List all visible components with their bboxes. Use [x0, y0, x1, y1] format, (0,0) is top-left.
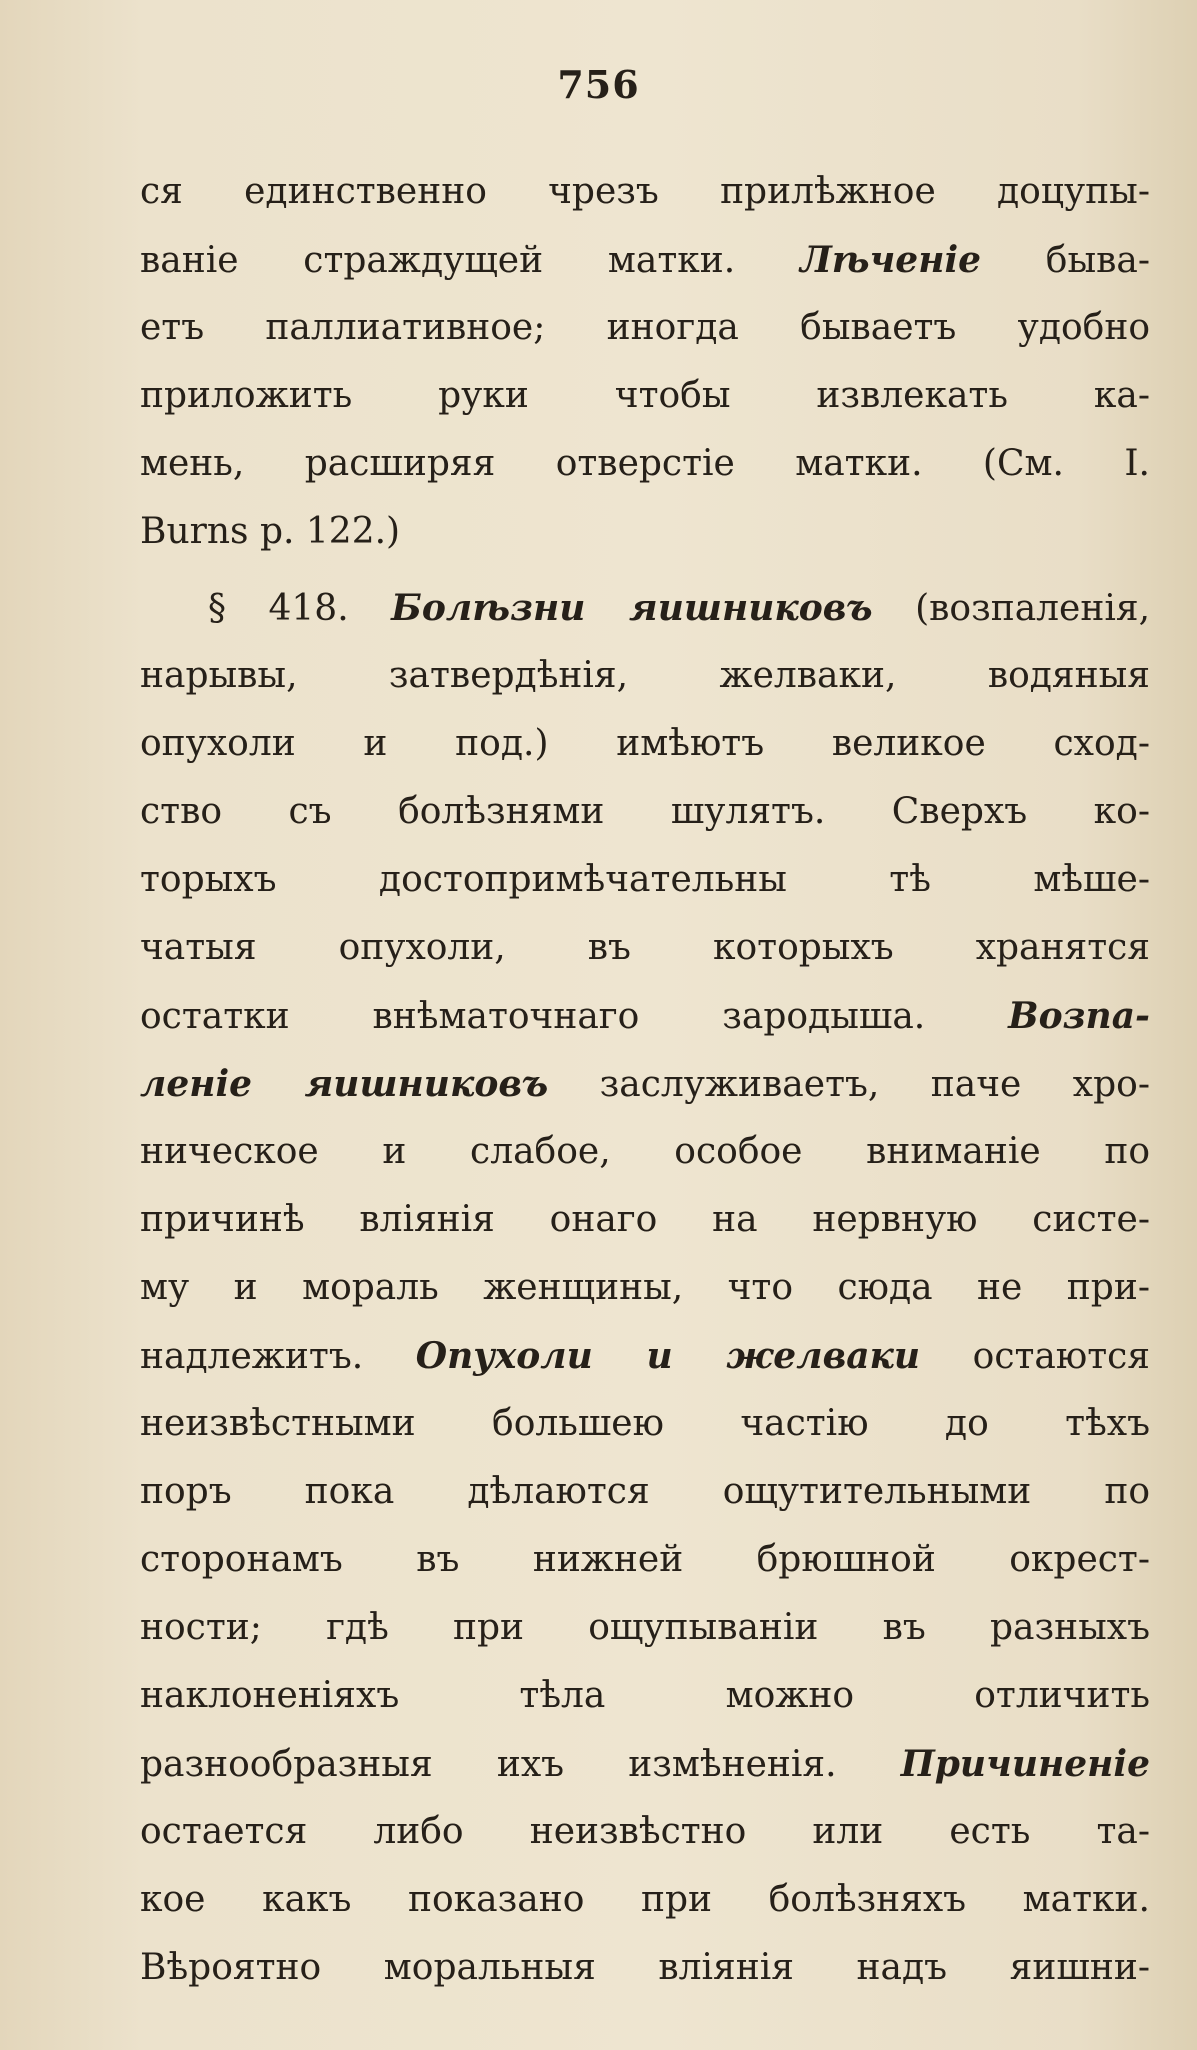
text-line — [140, 1390, 1150, 1458]
text-run: Burns p. 122.) — [140, 511, 401, 552]
text-line — [140, 1526, 1150, 1594]
text-run: остается либо неизвѣстно или есть та- — [140, 1811, 1150, 1852]
text-run: причинѣ вліянія онаго на нервную систе- — [140, 1199, 1150, 1240]
text-line — [140, 362, 1150, 430]
text-line — [140, 430, 1150, 498]
text-line — [140, 1594, 1150, 1662]
text-run: ся единственно чрезъ прилѣжное доцупы- — [140, 171, 1150, 212]
text-line — [140, 294, 1150, 362]
paragraph-2 — [140, 574, 1150, 2002]
text-run: надлежитъ. — [140, 1336, 416, 1377]
text-run: неизвѣстными большею частію до тѣхъ — [140, 1403, 1150, 1444]
text-line — [140, 914, 1150, 982]
text-run: § 418. — [208, 588, 392, 629]
italic-phrase: леніе яишниковъ — [140, 1063, 549, 1105]
text-line — [140, 1662, 1150, 1730]
text-line — [140, 1322, 1150, 1390]
text-run: чатыя опухоли, въ которыхъ хранятся — [140, 927, 1150, 968]
text-run: опухоли и под.) имѣютъ великое сход- — [140, 723, 1150, 764]
italic-phrase: Причиненіе — [900, 1743, 1150, 1785]
italic-phrase: Лѣченіе — [799, 239, 982, 281]
text-run: нарывы, затвердѣнія, желваки, водяныя — [140, 655, 1150, 696]
text-line — [140, 1118, 1150, 1186]
text-line — [140, 1254, 1150, 1322]
text-line — [140, 574, 1150, 642]
text-run: му и мораль женщины, что сюда не при- — [140, 1267, 1150, 1308]
text-line — [140, 642, 1150, 710]
text-run: заслуживаетъ, паче хро- — [548, 1064, 1150, 1105]
paragraph-gap — [140, 566, 1150, 574]
text-run: ности; гдѣ при ощупываніи въ разныхъ — [140, 1607, 1150, 1648]
text-run: етъ паллиативное; иногда бываетъ удобно — [140, 307, 1150, 348]
text-run: разнообразныя ихъ измѣненія. — [140, 1744, 901, 1785]
text-run: остаются — [920, 1336, 1150, 1377]
text-line — [140, 1458, 1150, 1526]
text-line — [140, 1866, 1150, 1934]
text-line — [140, 1186, 1150, 1254]
text-line — [140, 1934, 1150, 2002]
italic-phrase: Опухоли и желваки — [415, 1335, 921, 1377]
text-run: ство съ болѣзнями шулятъ. Сверхъ ко- — [140, 791, 1150, 832]
page-number: 756 — [557, 62, 640, 107]
text-run: быва- — [981, 240, 1150, 281]
text-run: (возпаленія, — [872, 588, 1151, 629]
text-run: ваніе страждущей матки. — [140, 240, 800, 281]
text-line — [140, 1730, 1150, 1798]
text-run: ническое и слабое, особое вниманіе по — [140, 1131, 1150, 1172]
text-line — [140, 982, 1150, 1050]
body-text — [140, 158, 1150, 2002]
paragraph-1 — [140, 158, 1150, 566]
text-line — [140, 158, 1150, 226]
text-run: поръ пока дѣлаются ощутительными по — [140, 1471, 1150, 1512]
text-run: Вѣроятно моральныя вліянія надъ яишни- — [140, 1947, 1150, 1988]
text-run: сторонамъ въ нижней брюшной окрест- — [140, 1539, 1150, 1580]
text-line — [140, 778, 1150, 846]
text-run: кое какъ показано при болѣзняхъ матки. — [140, 1879, 1150, 1920]
text-run: торыхъ достопримѣчательны тѣ мѣше- — [140, 859, 1150, 900]
text-line — [140, 498, 1150, 566]
text-run: остатки внѣматочнаго зародыша. — [140, 996, 1009, 1037]
text-line — [140, 1798, 1150, 1866]
italic-phrase: Болѣзни яишниковъ — [391, 587, 873, 629]
text-line — [140, 1050, 1150, 1118]
text-line — [140, 226, 1150, 294]
text-run: мень, расширяя отверстіе матки. (См. І. — [140, 443, 1150, 484]
italic-phrase: Возпа- — [1008, 995, 1150, 1037]
text-run: приложить руки чтобы извлекать ка- — [140, 375, 1150, 416]
text-line — [140, 710, 1150, 778]
text-run: наклоненіяхъ тѣла можно отличить — [140, 1675, 1150, 1716]
text-line — [140, 846, 1150, 914]
